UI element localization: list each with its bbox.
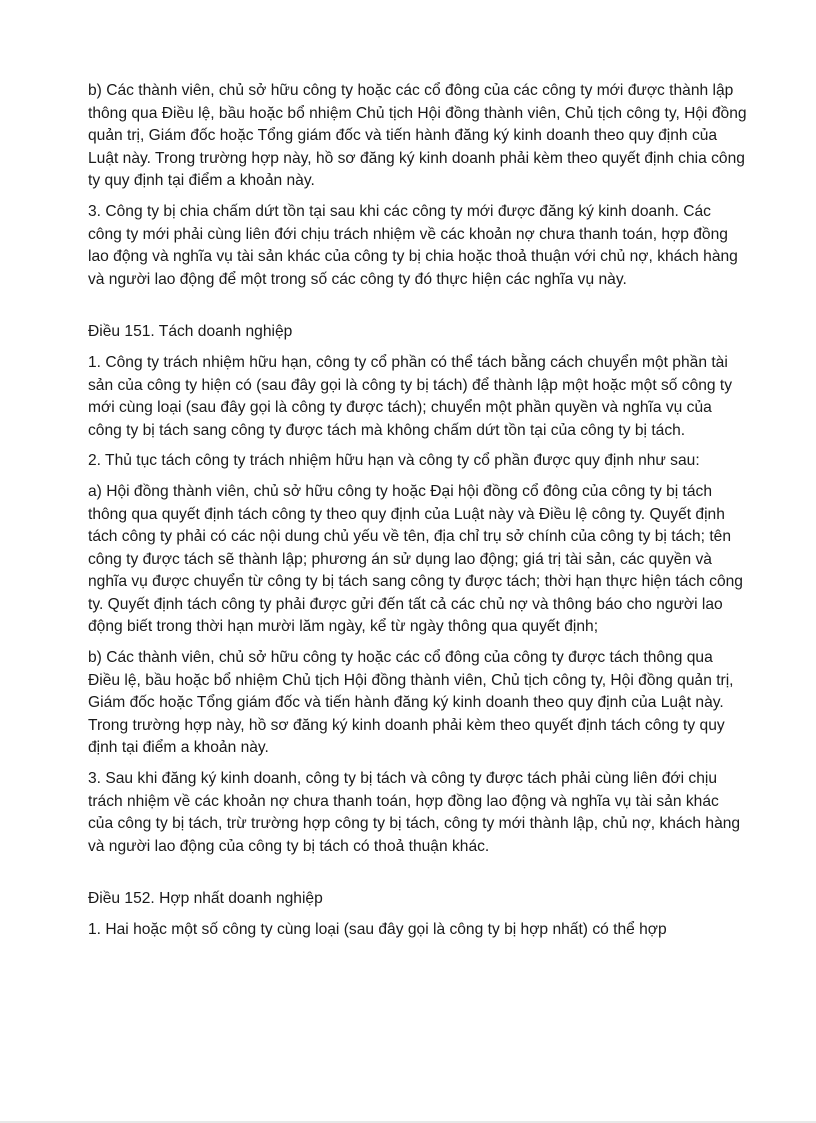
paragraph: b) Các thành viên, chủ sở hữu công ty hoặc các cổ đông của các công ty mới được thành lập thông qua Điều lệ, bầu hoặc bổ nhiệm Chủ tịch Hội đồng thành viên, Chủ tịch công ty, Hội đồng quản trị, Giám đốc hoặc Tổng giám đốc và tiến hành đăng ký kinh doanh theo quy định của Luật này. Trong trường hợp này, hồ sơ đăng ký kinh doanh phải kèm theo quyết định chia công ty quy định tại điểm a khoản này.: [88, 82, 747, 190]
paragraph: b) Các thành viên, chủ sở hữu công ty hoặc các cổ đông của công ty được tách thông qua Điều lệ, bầu hoặc bổ nhiệm Chủ tịch Hội đồng thành viên, Chủ tịch công ty, Hội đồng quản trị, Giám đốc hoặc Tổng giám đốc và tiến hành đăng ký kinh doanh theo quy định của Luật này. Trong trường hợp này, hồ sơ đăng ký kinh doanh phải kèm theo quyết định tách công ty quy định tại điểm a khoản này.: [88, 649, 734, 757]
paragraph: 3. Sau khi đăng ký kinh doanh, công ty bị tách và công ty được tách phải cùng liên đới chịu trách nhiệm về các khoản nợ chưa thanh toán, hợp đồng lao động và nghĩa vụ tài sản khác của công ty bị tách, trừ trường hợp công ty bị tách, công ty mới thành lập, chủ nợ, khách hàng và người lao động của công ty bị tách có thoả thuận khác.: [88, 770, 741, 855]
paragraph: 1. Công ty trách nhiệm hữu hạn, công ty cổ phần có thể tách bằng cách chuyển một phần tài sản của công ty hiện có (sau đây gọi là công ty bị tách) để thành lập một hoặc một số công ty mới cùng loại (sau đây gọi là công ty được tách); chuyển một phần quyền và nghĩa vụ của công ty bị tách sang công ty được tách mà không chấm dứt tồn tại của công ty bị tách.: [88, 353, 733, 439]
section-gap: [88, 299, 748, 321]
article-heading: Điều 152. Hợp nhất doanh nghiệp: [88, 890, 323, 908]
section-gap: [88, 866, 748, 888]
paragraph: a) Hội đồng thành viên, chủ sở hữu công ty hoặc Đại hội đồng cổ đông của công ty bị tách thông qua quyết định tách công ty theo quy định của Luật này và Điều lệ công ty. Quyết định tách công ty phải có các nội dung chủ yếu về tên, địa chỉ trụ sở chính của công ty bị tách; tên công ty được tách sẽ thành lập; phương án sử dụng lao động; giá trị tài sản, các quyền và nghĩa vụ được chuyển từ công ty bị tách sang công ty được tách; thời hạn thực hiện tách công ty. Quyết định tách công ty phải được gửi đến tất cả các chủ nợ và thông báo cho người lao động biết trong thời hạn mười lăm ngày, kể từ ngày thông qua quyết định;: [88, 482, 743, 636]
document-page: [88, 80, 748, 950]
paragraph: 3. Công ty bị chia chấm dứt tồn tại sau khi các công ty mới được đăng ký kinh doanh. Các công ty mới phải cùng liên đới chịu trách nhiệm về các khoản nợ chưa thanh toán, hợp đồng lao động và nghĩa vụ tài sản khác của công ty bị chia hoặc thoả thuận với chủ nợ, khách hàng và người lao động để một trong số các công ty đó thực hiện các nghĩa vụ này.: [88, 202, 738, 288]
article-heading: Điều 151. Tách doanh nghiệp: [88, 323, 293, 341]
paragraph: 2. Thủ tục tách công ty trách nhiệm hữu hạn và công ty cổ phần được quy định như sau:: [88, 452, 700, 470]
paragraph: 1. Hai hoặc một số công ty cùng loại (sau đây gọi là công ty bị hợp nhất) có thể hợp: [88, 921, 667, 938]
